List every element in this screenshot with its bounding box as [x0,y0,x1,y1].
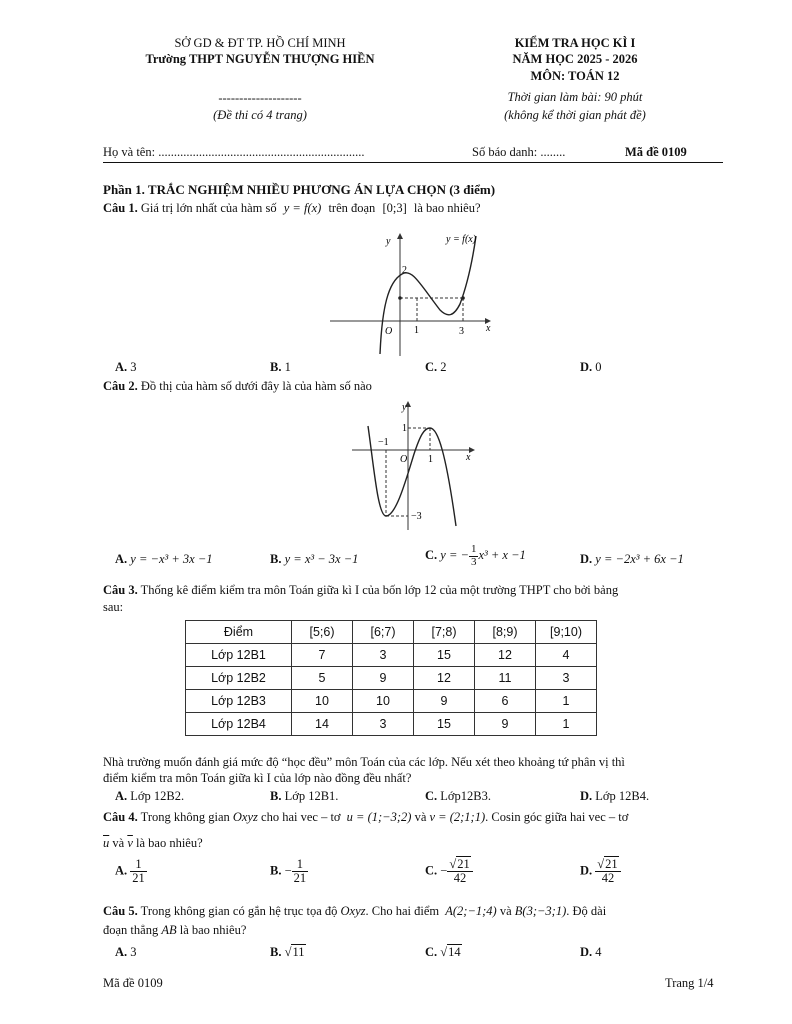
q4-stem-line1 [103,810,628,825]
q3-score-table [185,620,597,736]
q5-point-b: B(3;−3;1) [514,904,567,918]
q4-option-c[interactable]: C. − $\frac{√21}{42}$ [425,858,473,885]
q3-option-b[interactable]: B. Lớp 12B1. [270,789,339,803]
q2-tick-x-neg1: −1 [378,437,389,448]
q5-space: Oxyz [340,904,366,918]
q3-after-line1: Nhà trường muốn đánh giá mức độ “học đều” môn Toán của các lớp. Nếu xét theo khoảng tứ phân vị thì [103,755,625,769]
q4-line2-and: và [112,836,125,850]
q2-text: Đồ thị của hàm số dưới đây là của hàm số nào [140,379,372,393]
table-cell: 3 [353,713,414,736]
header-dashes: -------------------- [218,91,302,105]
table-row [186,644,597,667]
subject: MÔN: TOÁN 12 [530,69,620,83]
q1-option-c[interactable]: C. 2 [425,360,447,374]
table-cell: Lớp 12B3 [186,690,292,713]
q4-stem-line2 [103,836,203,851]
school-year: NĂM HỌC 2025 - 2026 [512,52,638,66]
q4-option-b[interactable]: B. − $\frac{1}{21}$ [270,857,307,886]
q5-and: và [499,904,512,918]
table-cell: Lớp 12B1 [186,644,292,667]
q5-line2-a: đoạn thẳng [103,923,159,937]
q3-stem-line1 [103,583,618,598]
table-cell: 4 [536,644,597,667]
q5-stem-line2 [103,923,246,938]
table-header-cell: [7;8) [414,621,475,644]
student-name-field: Họ và tên: .................................................................. [103,145,365,159]
q4-text-b: cho hai vec – tơ [261,810,341,824]
q4-option-a[interactable]: A. $\frac{1}{21}$ [115,857,145,886]
table-cell: 11 [475,667,536,690]
q4-line2-text: là bao nhiêu? [136,836,203,850]
table-row [186,713,597,736]
q3-after-line2: điểm kiểm tra môn Toán giữa kì I của lớp nào đồng đều nhất? [103,771,412,785]
q1-tick-x3: 3 [459,326,464,337]
q1-interval: [0;3] [382,201,407,215]
table-row [186,690,597,713]
q1-option-d[interactable]: D. 0 [580,360,602,374]
q2-origin: O [400,454,408,465]
q1-stem [103,201,481,216]
table-cell: 12 [475,644,536,667]
q1-option-a[interactable]: A. 3 [115,360,137,374]
q2-option-b[interactable]: B. y = x³ − 3x −1 [270,552,359,566]
table-header-cell: [8;9) [475,621,536,644]
department-name: SỞ GD & ĐT TP. HỒ CHÍ MINH [174,36,346,50]
pages-note: (Đề thi có 4 trang) [213,108,307,122]
q2-y-label: y [402,402,407,413]
student-line-rule [103,162,723,163]
q1-text-a: Giá trị lớn nhất của hàm số [140,201,277,215]
table-cell: 6 [475,690,536,713]
q1-tick-y2: 2 [402,265,407,276]
q5-label: Câu 5. [103,904,138,918]
q2-option-d[interactable]: D. y = −2x³ + 6x −1 [580,552,684,566]
q5-segment: AB [161,923,177,937]
q5-option-b[interactable]: B. √11 [270,945,305,959]
q5-text-a: Trong không gian có gắn hệ trục tọa độ [140,904,338,918]
q1-point-y1 [398,296,402,300]
duration: Thời gian làm bài: 90 phút [507,90,643,104]
exam-code: Mã đề 0109 [625,145,687,159]
q4-line2-v: $\overline{v}$ [127,836,133,850]
q4-space: Oxyz [232,810,258,824]
q4-text-c: . Cosin góc giữa hai vec – tơ [485,810,629,824]
table-cell: 9 [414,690,475,713]
table-cell: 9 [353,667,414,690]
table-header-row [186,621,597,644]
q1-text-c: là bao nhiêu? [413,201,481,215]
q3-option-d[interactable]: D. Lớp 12B4. [580,789,650,803]
q3-text-line1: Thống kê điểm kiểm tra môn Toán giữa kì I của bốn lớp 12 của một trường THPT cho bởi bảng [140,583,619,597]
q1-function-graph [328,230,498,358]
q5-option-a[interactable]: A. 3 [115,945,137,959]
table-cell: 14 [292,713,353,736]
table-header-cell: Điểm [186,621,292,644]
q5-stem-line1 [103,904,606,919]
table-cell: Lớp 12B4 [186,713,292,736]
q1-point-3-1 [461,296,465,300]
q2-x-label: x [466,452,471,463]
table-cell: 7 [292,644,353,667]
q5-text-c: . Độ dài [566,904,607,918]
table-cell: 5 [292,667,353,690]
table-cell: 3 [353,644,414,667]
q2-stem [103,379,372,394]
table-cell: 1 [536,713,597,736]
table-cell: 10 [353,690,414,713]
q4-line2-u: $\overline{u}$ [103,836,110,850]
q1-tick-x1: 1 [414,325,419,336]
table-cell: 15 [414,644,475,667]
q1-x-label: x [486,323,491,334]
q5-point-a: A(2;−1;4) [445,904,497,918]
table-row [186,667,597,690]
q2-tick-y1: 1 [402,423,407,434]
q4-vector-v: v = (2;1;1) [429,810,486,824]
q3-option-c[interactable]: C. Lớp12B3. [425,789,491,803]
q2-tick-y-neg3: −3 [411,511,422,522]
q3-option-a[interactable]: A. Lớp 12B2. [115,789,185,803]
part1-title: Phần 1. TRẮC NGHIỆM NHIỀU PHƯƠNG ÁN LỰA CHỌN (3 điểm) [103,182,496,197]
table-cell: 10 [292,690,353,713]
q5-option-c[interactable]: C. √14 [425,945,461,959]
q2-label: Câu 2. [103,379,138,393]
q4-text-a: Trong không gian [140,810,230,824]
q4-label: Câu 4. [103,810,138,824]
footer-exam-code: Mã đề 0109 [103,976,163,990]
table-header-cell: [6;7) [353,621,414,644]
table-cell: 15 [414,713,475,736]
school-name: Trường THPT NGUYỄN THƯỢNG HIỀN [145,52,375,66]
student-id-field: Số báo danh: ........ [472,145,566,159]
q1-label: Câu 1. [103,201,138,215]
q3-text-line2: sau: [103,600,124,614]
exam-title: KIỂM TRA HỌC KÌ I [514,36,636,50]
q5-option-d[interactable]: D. 4 [580,945,602,959]
table-header-cell: [9;10) [536,621,597,644]
q1-option-b[interactable]: B. 1 [270,360,291,374]
table-cell: 9 [475,713,536,736]
table-cell: 12 [414,667,475,690]
q2-option-a[interactable]: A. y = −x³ + 3x −1 [115,552,213,566]
q4-and: và [414,810,427,824]
q5-text-b: . Cho hai điểm [365,904,440,918]
q1-func-label: y = f(x) [446,234,477,245]
q1-origin: O [385,326,393,337]
q4-option-d[interactable]: D. $\frac{√21}{42}$ [580,858,621,885]
table-cell: Lớp 12B2 [186,667,292,690]
footer-page-number: Trang 1/4 [665,976,714,990]
q4-vector-u: u = (1;−3;2) [346,810,412,824]
q2-function-graph [350,398,480,533]
q1-y-label: y [386,236,391,247]
table-cell: 1 [536,690,597,713]
table-header-cell: [5;6) [292,621,353,644]
table-cell: 3 [536,667,597,690]
q2-option-c[interactable]: C. y = − $\frac{1}{3}$ x³ + x −1 [425,543,526,568]
q5-line2-b: là bao nhiêu? [179,923,247,937]
q3-label: Câu 3. [103,583,138,597]
q2-tick-x1: 1 [428,454,433,465]
q1-expr: y = f(x) [283,201,322,215]
q1-text-b: trên đoạn [328,201,376,215]
duration-note: (không kể thời gian phát đề) [504,108,646,122]
